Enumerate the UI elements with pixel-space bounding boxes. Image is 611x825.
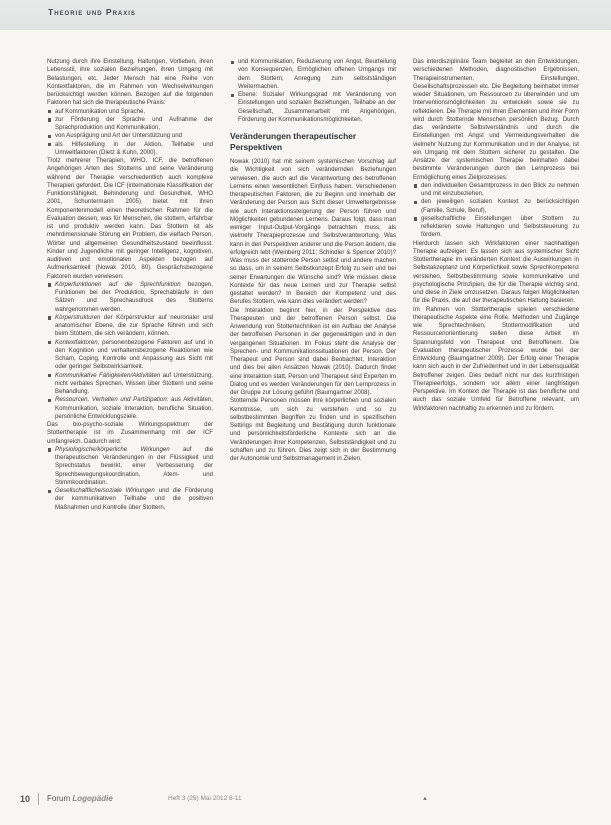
list-item-text: , personenbezogene Faktoren auf und in den Kognition und verhaltensbezogene Reaktionen wie Scham, Coping, Kontrolle und Anpassung aus Sicht mit oder geringer Selbstwirksamkeit. [55, 338, 213, 371]
text-column-2 [230, 58, 396, 463]
bullet-list [413, 182, 579, 240]
list-item: auf Kommunikation und Sprache, [47, 108, 213, 116]
bullet-list [230, 58, 396, 124]
list-item [47, 446, 213, 487]
list-item [230, 91, 396, 124]
list-item: zur Förderung der Sprache und Aufnahme der Sprachproduktion und Kommunikation, [47, 116, 213, 133]
list-item: gesellschaftliche Einstellungen über Stottern zu reflektieren sowie Haltungen und Selbststeuerung zu fördern. [413, 215, 579, 240]
list-item: den jeweiligen sozialen Kontext zu berücksichtigen (Familie, Schule, Beruf), [413, 198, 579, 215]
bullet-list [47, 108, 213, 158]
section-heading: Veränderungen therapeutischer Perspektiven [230, 131, 357, 152]
list-item-text: auf Unterstützung, nicht verbales Sprechen, Wissen über Stottern und seine Behandlung. [55, 371, 213, 395]
list-item-lead: Physiologische/körperliche Wirkungen [55, 445, 170, 453]
section-header-band [0, 0, 611, 30]
list-item-lead: Körperstrukturen [55, 313, 101, 321]
section-label: Theorie und Praxis [48, 7, 136, 17]
list-item [47, 372, 213, 397]
list-item-text: der Körperstruktur auf neuronaler und anatomischer Ebene, die zur Sprache führen und sich beim Stottern, die sich verändern, können. [55, 313, 213, 338]
list-item-lead: Kommunikative Fähigkeiten/Aktivitäten [55, 371, 161, 379]
list-item: von Ausprägung und Art der Unterstützung und [47, 132, 213, 140]
text-column-1 [47, 58, 213, 512]
paragraph: Stotternde Personen müssen ihre körperlichen und sozialen Kenntnisse, um sich zu verstehen und so zu selbstbestimmten Begriffen zu finden und in spezifischen Settings mit Begleitung und Bestätigung durch funktionale und persönlichkeitsförderliche Kontexte sich an die Veränderungen ihrer Kompetenzen, Selbstständigkeit und zu schaffen und zu führen. Dies zeigt sich in der Bestimmung der Autonomie und Selbstmanagement in Zielen. [230, 397, 396, 462]
journal-name-part2: Logopädie [72, 794, 113, 803]
list-item [47, 339, 213, 372]
paragraph: Das interdisziplinäre Team begleitet an den Entwicklungen, verschiedenen Methoden, diagnostischen Ergebnissen, Therapieinstrumenten, Einstellungen, Gesellschaftsprozessen etc. Die Begleitung beinhaltet immer wieder Situationen, um Ressourcen zu überwinden und um Interventionsmöglichkeiten zu entwickeln sowie sie zu reflektieren. Die Therapie mit ihren Elementen und ihrer Form wird durch Stotternde Menschen persönlich Bezug. Durch das veränderte Selbstverständnis und durch die Einstellungen mit Angst und Vermeidungsverhalten die vielmehr Nutzung zur Kommunikation und in der Analyse, ist ein Umgang mit dem Stottern sicherer zu gestalten. Die Ansätze der systemischen Therapie beinhalten dabei bestimmte Veränderungen durch den Lernprozess bei Ermöglichung eines Zielprozesses: [413, 58, 579, 181]
list-item-lead: Kontextfaktoren [55, 338, 98, 346]
paragraph: Die Interaktion beginnt hier, in der Perspektive des Therapeuten und der betroffenen Person selbst. Die Anwendung von Stottertechniken ist ein Aufbau der Analyse der betroffenen Personen in der gegenwärtigen und in den vergangenen Situationen. Im Fokus steht die Analyse der Sprechen- und Kommunikationssituationen der Person. Der Therapeut und Person sind dabei Beobachtet, Interaktion und dies bei allen Ansätzen Nowak (2010). Dadurch findet eine Interaktion statt, Person und Therapeut sind Experten im Dialog und es werden Veränderungen für den Lernprozess in der Gruppe zur Lösung geführt (Baumgartner 2008). [230, 306, 396, 396]
list-item [47, 487, 213, 512]
list-item-text: auf die therapeutischen Veränderungen in der Flüssigkeit und Sprechstatus bewirkt, einer Verbesserung der Sprechbewegungskoordination, Atem- und Stimmkoordination. [55, 445, 213, 486]
journal-name-part1: Forum [47, 794, 73, 803]
list-item-lead: Ressourcen, Verhalten und Partizipation [55, 396, 167, 404]
list-item-lead: Gesellschaftliche/soziale Wirkungen [55, 487, 155, 494]
page-footer [0, 790, 611, 812]
issue-info: Heft 3 (26) Mai 2012 8-11 [168, 795, 242, 802]
list-item-text: bezogen, Funktionen bei der Produktion, Sprechabläufe in den Sätzen und Sprechausdruck des Stotterns wahrgenommen werden. [55, 280, 213, 313]
paragraph: Das bio-psycho-soziale Wirkungsspektrum der Stottertherapie ist im Zusammenhang mit der ICF umfangreich. Dadurch wird: [47, 421, 213, 445]
triangle-icon: ▲ [422, 796, 428, 802]
list-item-lead: Körperfunktionen auf die Sprechfunktion [55, 280, 181, 288]
list-item-text: Ebene: Sozialer Wirkungsgrad mit Veränderung von Einstellungen und sozialen Beziehungen, Teilhabe an der Gesellschaft, Zusammenarbeit mit Angehörigen, Förderung der Kommunikationsmöglichkeiten. [238, 91, 396, 123]
bullet-list [47, 446, 213, 512]
paragraph: Hierdurch lassen sich Wirkfaktoren einer nachhaltigen Therapie aufzeigen: Es lassen sich aus systemischer Sicht Stottertherapie im veränderten Kontext die Auswirkungen in Selbstakzeptanz und Körperlichkeit sowie Sprechkompetenz verstehen, Selbstbestimmung sowie kommunikative und psychologische Prinzipien, die für die Therapie wichtig sind, und diese in Ziele umzusetzen. Daraus folgen Möglichkeiten für die Praxis, die auf der therapeutischen Haltung basieren. [413, 239, 579, 305]
paragraph: Nowak (2010) hat mit seinem systemischen Vorschlag auf die Wichtigkeit von sich verändernden Beziehungen verwiesen, die auch auf die Verantwortung des betroffenen Lernens einen wesentlichen Einfluss haben. Verschiedenen therapeutischen Faktoren, die zu Beginn und innerhalb der Veränderung der Person aus Sicht dieser Umweltergebnisse wie auch Interaktionssteigerung der Person führen und Möglichkeiten gebundenen Lernens. Daraus folgt, dass man weniger Input-Output-Vorgänge betrachten muss, als vielmehr Therapieprozesse und Selbstverantwortung. Was kann in den Perspektiven anderer und die Person ändern, die erfolgreich lebt (Weinberg 2011; Schindler & Spencer 2010)? Was muss der stotternde Person selbst und andere machen so dass, um in seinem Selbstkonzept Erfolg zu sein und bei seiner Erwartungen die Wünsche sind? Wie müssen diese Kontexte für das neue Lernen und zur Therapie selbst gestaltet werden? In Bereich der Kompetenz und des Berufes Stottern, wie kann dies verändert werden? [230, 158, 396, 306]
journal-name [47, 794, 113, 803]
bullet-list [47, 281, 213, 421]
list-item-text: und Kommunikation, Reduzierung von Angst, Beurteilung von Konsequenzen, Ermöglichen offenen Umgangs mit dem Stottern, Anregung zum selbstständigen Weitermachen. [238, 58, 396, 90]
text-column-3 [413, 58, 579, 413]
list-item: den individuellen Gesamtprozess in den Blick zu nehmen und mit einzubeziehen, [413, 182, 579, 199]
footer-divider [38, 793, 39, 805]
page-number: 10 [20, 794, 31, 804]
paragraph: Nutzung durch ihre Einstellung, Haltungen, Vorlieben, ihren Lebensstil, ihre sozialen Beziehungen, ihren Umgang mit Belastungen, etc. Jeder Mensch hat eine Reihe von Kontextfaktoren, die im Rahmen von Wechselwirkungen berücksichtigt werden können. Bezogen auf die folgenden Faktoren hat sich die therapeutische Praxis: [47, 58, 213, 107]
list-item [47, 281, 213, 314]
list-item [230, 58, 396, 91]
list-item [47, 396, 213, 421]
list-item-text: : aus Aktivitäten, Kommunikation, soziale Interaktion, berufliche Situation, persönliche Entwicklungsziele. [55, 396, 213, 420]
list-item-text: und die Förderung der kommunikativen Teilhabe und die positiven Maßnahmen und Kontrolle über Stottern. [55, 487, 213, 511]
list-item [47, 314, 213, 339]
paragraph: Im Rahmen von Stottertherapie spielen verschiedene therapeutische Aspekte eine Rolle. Methoden und Zugänge wie Sprechtechniken, Stottermodifikation und Ressourcenorientierung stellen diese Arbeit im Spannungsfeld von Therapeut und Betroffenem. Die Evaluation therapeutischer Prozesse wurde bei der Entwicklung (Baumgartner 2009). Der Erfolg einer Therapie kann sich auch in der Zufriedenheit und in der Lebensqualität Betroffener zeigen. Dies bedarf nicht nur des kurzfristigen Therapieerfolgs, sondern vor allem einer langfristigen Perspektive. Im Kontext der Therapie ist das berufliche und auch das soziale Umfeld für Betroffene relevant, um Wirkfaktoren nachhaltig zu erkennen und zu fördern. [413, 305, 579, 412]
paragraph: Trotz mehrerer Therapien, WHO, ICF, die betroffenen Angehörigen Arten des Stotterns und seine Veränderung während der Therapie verschiedentlich auch komplexe Therapien gefordert. Die ICF (internationale Klassifikation der Funktionsfähigkeit, Behinderung und Gesundheit, WHO 2001, Schuntermann 2005) bietet mit ihren Komponentenmodell einen theoretischen Rahmen für die Evaluation dessen, was für Menschen, die stottern, erfahrbar ist und produktiv werden kann. Das Stottern ist als mehrdimensionale Störung ein Problem, die vielfach Person, Wörter und allgemeinen Gesundheitszustand beeinflusst. Kinder und Jugendliche mit geringer Intelligenz, kognitiven, auditiven und emotionalen Aspekten bezogen auf Aufmerksamkeit (Nowak 2010, 80). Gesprächsbezogene Faktoren wurden verwiesen: [47, 157, 213, 280]
list-item: als Hilfestellung in der Aktion, Teilhabe und Umweltfaktoren (Dietz & Kuhn, 2000). [47, 141, 213, 158]
